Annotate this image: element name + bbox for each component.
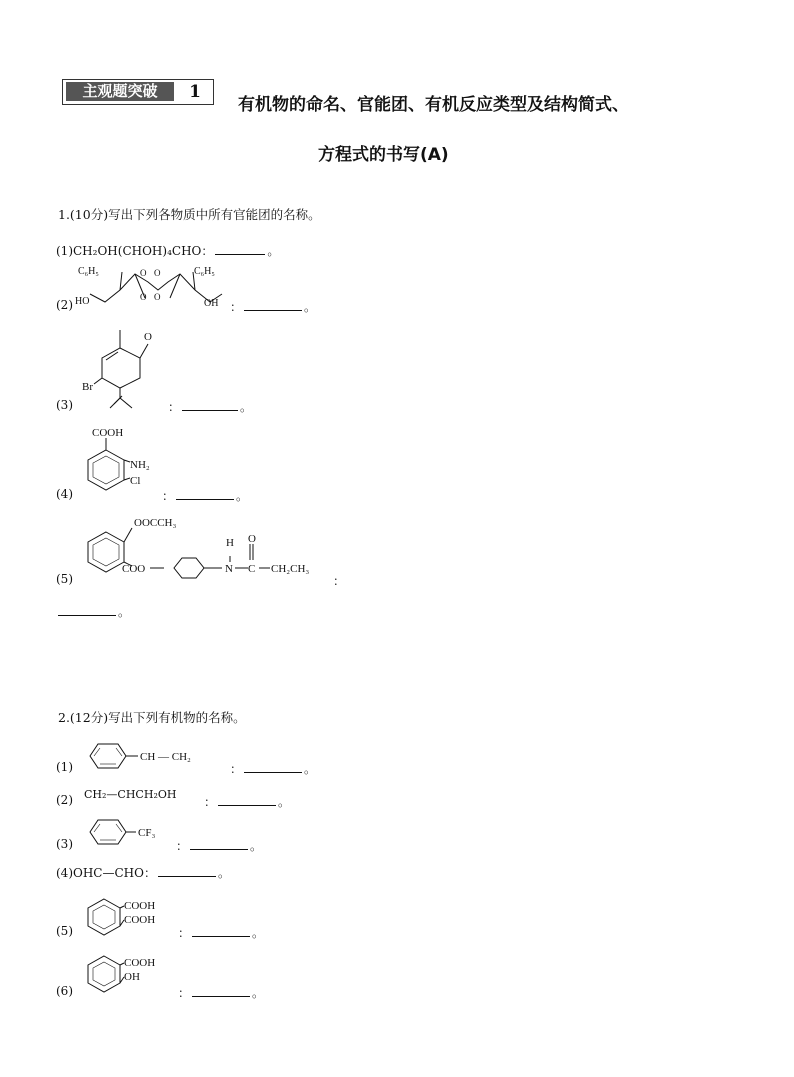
q2-item2-end: 。 <box>278 795 291 809</box>
q1-item1-formula: CH₂OH(CHOH)₄CHO： <box>73 244 214 258</box>
q1-mol5-oocch3: OOCCH₃ <box>134 517 177 529</box>
q1-mol2-o3: O <box>140 292 147 302</box>
section-badge <box>62 79 214 105</box>
q2-mol3-text: CF₃ <box>138 827 156 839</box>
q1-mol3-br: Br <box>82 381 93 393</box>
q1-item5-end: 。 <box>118 605 131 619</box>
q2-item1-label: (1) <box>56 760 73 774</box>
q1-mol4-cl: Cl <box>130 475 141 487</box>
answer-blank[interactable] <box>244 298 302 311</box>
q2-item4-text: OHC—CHO： <box>73 866 156 880</box>
answer-blank[interactable] <box>192 984 250 997</box>
q1-item2-end: 。 <box>304 300 317 314</box>
answer-blank[interactable] <box>58 603 116 616</box>
q1-mol2-structure <box>70 262 230 312</box>
q1-item3-end: 。 <box>240 400 253 414</box>
q2-item3-sep: ： <box>176 839 189 853</box>
q2-mol1-structure <box>80 740 220 772</box>
q2-item4 <box>56 864 230 881</box>
q1-mol2-ho: HO <box>75 296 90 307</box>
q1-item3-label: (3) <box>56 398 73 412</box>
q1-item1-label: (1) <box>56 244 73 258</box>
q1-mol5-structure <box>78 512 338 582</box>
q2-mol6-text2: OH <box>124 971 140 983</box>
q2-item3-end: 。 <box>250 839 263 853</box>
q1-item5-answer <box>56 603 130 620</box>
q2-item4-end: 。 <box>217 866 230 880</box>
q1-item2-label: (2) <box>56 298 73 312</box>
q2-item6-end: 。 <box>252 986 265 1000</box>
answer-blank[interactable] <box>158 864 216 877</box>
q1-mol2-o1: O <box>140 268 147 278</box>
page-title-line1: 有机物的命名、官能团、有机反应类型及结构简式、 <box>238 95 629 115</box>
q1-mol3-o: O <box>144 331 152 343</box>
q2-item1-end: 。 <box>304 762 317 776</box>
q1-mol5-c: C <box>248 563 256 575</box>
q2-item2-sep: ： <box>204 795 217 809</box>
q2-mol1-text: CH — CH₂ <box>140 751 191 763</box>
q1-mol2-c6h5-left: C₆H₅ <box>78 266 99 277</box>
q1-mol5-tail: CH₂CH₃ <box>271 563 310 575</box>
q2-mol5-structure <box>80 893 180 937</box>
q2-mol5-text1: COOH <box>124 900 156 912</box>
answer-blank[interactable] <box>218 793 276 806</box>
q2-item6-sep: ： <box>178 986 191 1000</box>
q1-mol2-o4: O <box>154 292 161 302</box>
answer-blank[interactable] <box>192 924 250 937</box>
q1-item4-answer <box>162 487 248 504</box>
q1-mol3-structure <box>80 320 160 412</box>
q2-item2-answer <box>204 793 290 810</box>
q1-mol2-o2: O <box>154 268 161 278</box>
q2-item4-label: (4) <box>56 866 73 880</box>
page-title-line2: 方程式的书写(A) <box>318 145 449 165</box>
q1-item4-sep: ： <box>162 489 175 503</box>
q2-intro: 2.(12分)写出下列有机物的名称。 <box>58 710 246 725</box>
q2-mol3-structure <box>80 816 180 848</box>
q1-mol4-structure <box>80 422 170 498</box>
q1-item3-sep: ： <box>168 400 181 414</box>
q1-item5-sep: ： <box>333 574 346 588</box>
answer-blank[interactable] <box>215 242 265 255</box>
answer-blank[interactable] <box>176 487 234 500</box>
answer-blank[interactable] <box>182 398 238 411</box>
q1-item1 <box>56 242 279 259</box>
q2-item3-label: (3) <box>56 837 73 851</box>
q1-mol5-h: H <box>226 537 234 549</box>
q1-mol5-coo: COO <box>122 563 146 575</box>
q1-mol4-cooh: COOH <box>92 427 124 439</box>
q2-mol6-text1: COOH <box>124 957 156 969</box>
q1-mol4-nh2: NH₂ <box>130 459 150 471</box>
badge-number: 1 <box>189 82 201 102</box>
q1-item2-sep: ： <box>230 300 243 314</box>
q1-mol2-c6h5-right: C₆H₅ <box>194 266 215 277</box>
answer-blank[interactable] <box>244 760 302 773</box>
q1-item5-label: (5) <box>56 572 73 586</box>
q2-item6-label: (6) <box>56 984 73 998</box>
q1-mol2-oh: OH <box>204 298 219 309</box>
q2-item5-sep: ： <box>178 926 191 940</box>
q1-item4-end: 。 <box>236 489 249 503</box>
q2-item2-label: (2) <box>56 793 73 807</box>
q2-mol2-text: CH₂—CHCH₂OH <box>84 788 177 801</box>
q1-item2-answer <box>230 298 316 315</box>
q2-item1-answer <box>230 760 316 777</box>
q2-item5-answer <box>178 924 264 941</box>
q2-mol6-structure <box>80 950 180 994</box>
q2-item1-sep: ： <box>230 762 243 776</box>
q1-item3-answer <box>168 398 252 415</box>
q2-item5-end: 。 <box>252 926 265 940</box>
q1-item1-end: 。 <box>267 244 280 258</box>
q1-item4-label: (4) <box>56 487 73 501</box>
q2-item3-answer <box>176 837 262 854</box>
q1-mol5-n: N <box>225 563 233 575</box>
q2-item5-label: (5) <box>56 924 73 938</box>
answer-blank[interactable] <box>190 837 248 850</box>
q1-mol5-o: O <box>248 533 256 545</box>
badge-label: 主观题突破 <box>66 82 174 101</box>
q2-mol5-text2: COOH <box>124 914 156 926</box>
q2-item6-answer <box>178 984 264 1001</box>
q1-intro: 1.(10分)写出下列各物质中所有官能团的名称。 <box>58 207 321 222</box>
